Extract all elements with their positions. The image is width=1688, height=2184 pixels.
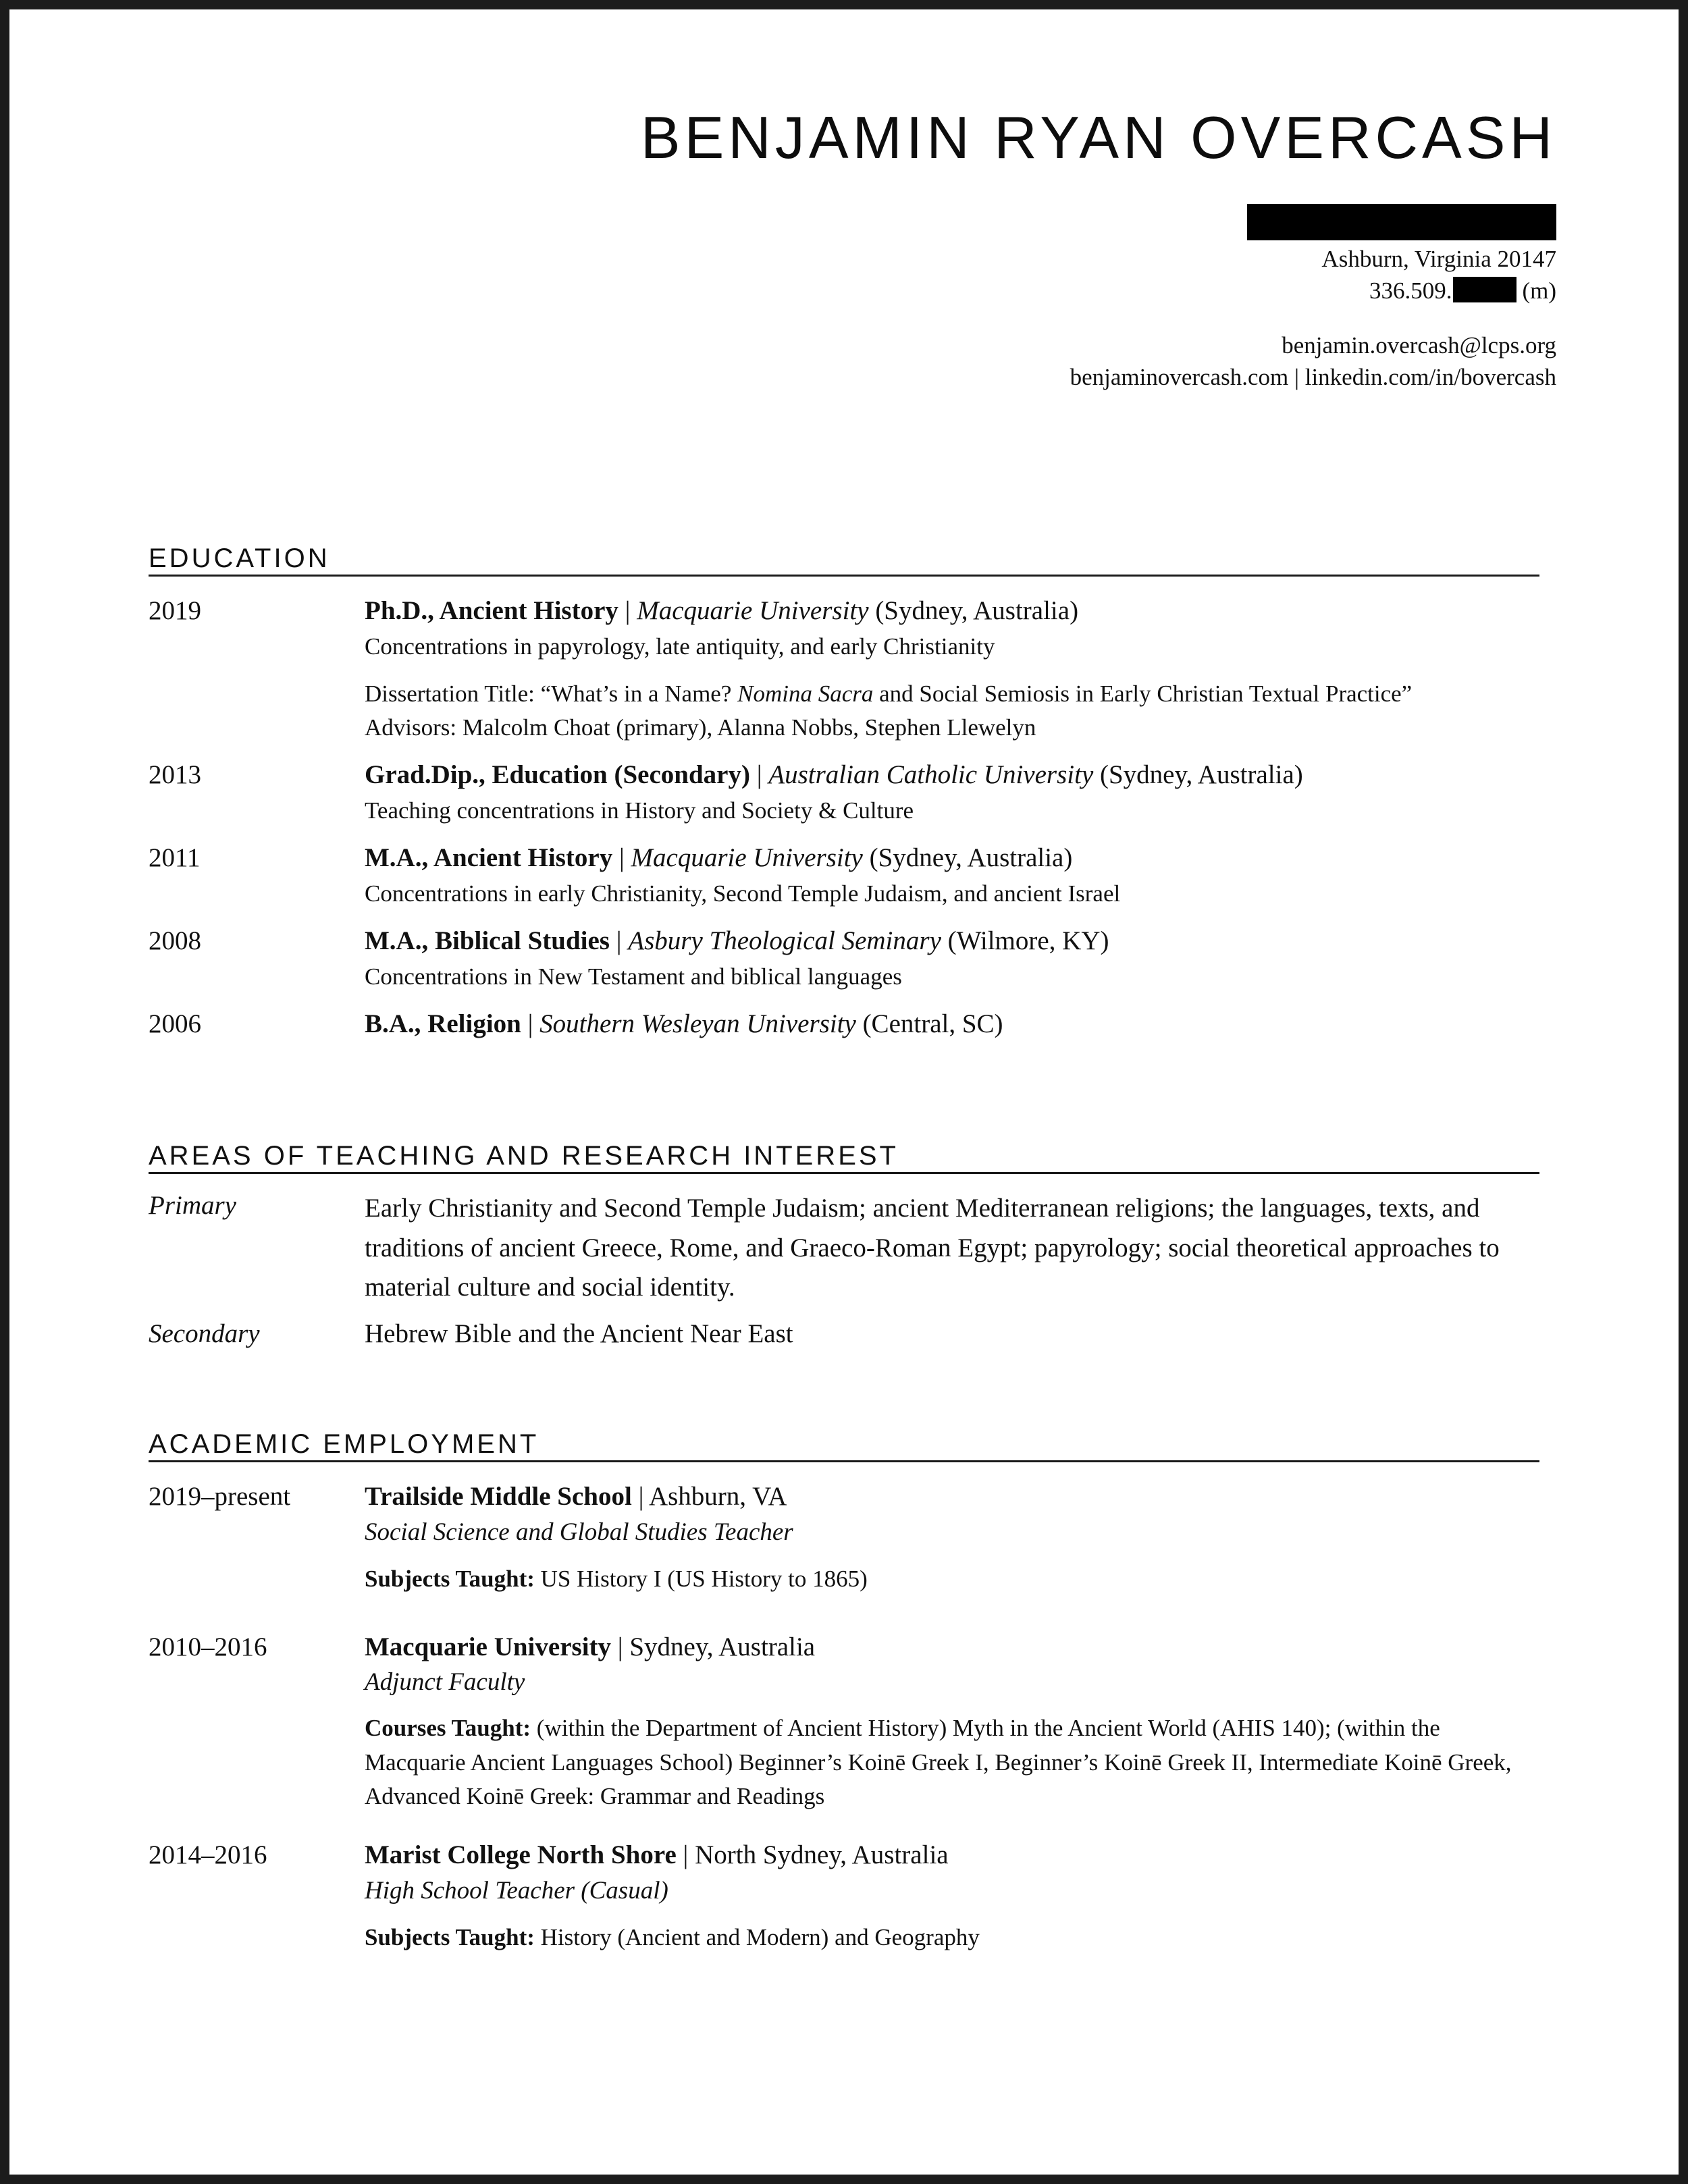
interest-label-secondary: Secondary — [149, 1319, 260, 1348]
section-title-employment: ACADEMIC EMPLOYMENT — [149, 1429, 1539, 1462]
degree: Grad.Dip., Education (Secondary) — [365, 760, 750, 790]
interest-secondary — [149, 1317, 1539, 1352]
job-title: Social Science and Global Studies Teacher — [365, 1518, 793, 1546]
contact-address-block — [1321, 243, 1556, 307]
institution-location: (Sydney, Australia) — [1093, 760, 1303, 790]
education-details — [365, 1007, 1539, 1042]
institution: Asbury Theological Seminary — [628, 926, 941, 956]
job-title: Adjunct Faculty — [365, 1668, 525, 1697]
employment-years: 2014–2016 — [149, 1840, 267, 1870]
employment-entry — [149, 1480, 1539, 1598]
phone-prefix: 336.509. — [1369, 277, 1452, 304]
interests-section — [149, 1141, 1539, 1351]
employment-years: 2019–present — [149, 1482, 291, 1511]
separator: | — [521, 1009, 540, 1039]
education-year: 2011 — [149, 843, 201, 873]
degree: B.A., Religion — [365, 1009, 521, 1039]
separator: | — [612, 843, 631, 873]
separator: | — [618, 596, 637, 625]
dissertation-text-italic: Nomina Sacra — [737, 680, 874, 707]
interest-primary — [149, 1189, 1539, 1308]
job-title: High School Teacher (Casual) — [365, 1876, 668, 1905]
employment-entry — [149, 1838, 1539, 1956]
education-entry — [149, 1007, 1539, 1042]
dissertation-text-b: and Social Semiosis in Early Christian Textual Practice” — [873, 680, 1413, 707]
detail-text: (within the Department of Ancient History) Myth in the Ancient World (AHIS 140); (within the Macquarie Ancient Languages School) Beginner’s Koinē Greek I, Beginner’s Koinē Greek II, Intermediate Koinē Greek, Advanced Koinē Greek: Grammar and Readings — [365, 1714, 1512, 1810]
institution-location: (Central, SC) — [855, 1009, 1003, 1039]
detail-text: US History I (US History to 1865) — [534, 1566, 868, 1593]
web-links: benjaminovercash.com | linkedin.com/in/bovercash — [1070, 364, 1556, 391]
dissertation-text-a: Dissertation Title: “What’s in a Name? — [365, 680, 738, 707]
detail-label: Courses Taught: — [365, 1714, 531, 1741]
concentrations: Concentrations in early Christianity, Second Temple Judaism, and ancient Israel — [365, 880, 1121, 907]
employment-years: 2010–2016 — [149, 1632, 267, 1661]
advisors: Advisors: Malcolm Choat (primary), Alanna Nobbs, Stephen Llewelyn — [365, 714, 1036, 741]
employer: Macquarie University — [365, 1632, 612, 1661]
section-title-interests: AREAS OF TEACHING AND RESEARCH INTEREST — [149, 1141, 1539, 1174]
interest-text-primary: Early Christianity and Second Temple Judaism; ancient Mediterranean religions; the languages, texts, and traditions of ancient Greece, Rome, and Graeco-Roman Egypt; papyrology; social theoretical approaches to material culture and social identity. — [365, 1194, 1500, 1302]
degree: M.A., Biblical Studies — [365, 926, 610, 956]
candidate-name: BENJAMIN RYAN OVERCASH — [640, 104, 1556, 171]
education-details — [365, 758, 1539, 829]
redacted-phone-digits — [1453, 277, 1516, 302]
email: benjamin.overcash@lcps.org — [1282, 332, 1556, 358]
education-details — [365, 841, 1539, 912]
employer-location: | North Sydney, Australia — [676, 1840, 949, 1870]
education-entry — [149, 594, 1539, 746]
detail-text: History (Ancient and Modern) and Geography — [534, 1924, 980, 1951]
employment-details — [365, 1480, 1539, 1598]
resume-header — [640, 104, 1556, 171]
interest-label-primary: Primary — [149, 1191, 236, 1220]
institution: Australian Catholic University — [768, 760, 1094, 790]
employer: Trailside Middle School — [365, 1482, 632, 1511]
institution: Southern Wesleyan University — [539, 1009, 856, 1039]
concentrations: Concentrations in New Testament and biblical languages — [365, 963, 902, 990]
job-detail — [365, 1919, 1539, 1956]
separator: | — [749, 760, 769, 790]
separator: | — [609, 926, 629, 956]
concentrations: Teaching concentrations in History and Society & Culture — [365, 797, 914, 824]
institution-location: (Wilmore, KY) — [941, 926, 1109, 956]
phone-suffix: (m) — [1522, 277, 1556, 304]
institution: Macquarie University — [631, 843, 863, 873]
address: Ashburn, Virginia 20147 — [1321, 246, 1556, 272]
phone — [1321, 275, 1556, 307]
employment-details — [365, 1630, 1539, 1815]
detail-label: Subjects Taught: — [365, 1924, 535, 1951]
contact-online-block — [1070, 329, 1556, 394]
employment-section — [149, 1429, 1539, 1956]
employer: Marist College North Shore — [365, 1840, 677, 1870]
detail-label: Subjects Taught: — [365, 1566, 535, 1593]
employment-entry — [149, 1630, 1539, 1815]
education-entry — [149, 924, 1539, 995]
education-details — [365, 924, 1539, 995]
institution: Macquarie University — [637, 596, 869, 625]
education-year: 2008 — [149, 926, 201, 956]
education-details — [365, 594, 1539, 746]
degree: M.A., Ancient History — [365, 843, 613, 873]
redacted-block — [1247, 204, 1556, 240]
education-year: 2013 — [149, 760, 201, 790]
education-year: 2006 — [149, 1009, 201, 1039]
concentrations: Concentrations in papyrology, late antiquity, and early Christianity — [365, 633, 995, 660]
dissertation-title — [365, 676, 1539, 712]
education-section — [149, 543, 1539, 1042]
job-detail — [365, 1711, 1539, 1814]
job-detail — [365, 1561, 1539, 1597]
interest-text-secondary: Hebrew Bible and the Ancient Near East — [365, 1319, 793, 1348]
institution-location: (Sydney, Australia) — [862, 843, 1073, 873]
degree: Ph.D., Ancient History — [365, 596, 618, 625]
education-year: 2019 — [149, 596, 201, 625]
section-title-education: EDUCATION — [149, 543, 1539, 577]
employment-details — [365, 1838, 1539, 1956]
education-entry — [149, 758, 1539, 829]
institution-location: (Sydney, Australia) — [868, 596, 1079, 625]
employer-location: | Sydney, Australia — [611, 1632, 816, 1661]
education-entry — [149, 841, 1539, 912]
employer-location: | Ashburn, VA — [631, 1482, 787, 1511]
